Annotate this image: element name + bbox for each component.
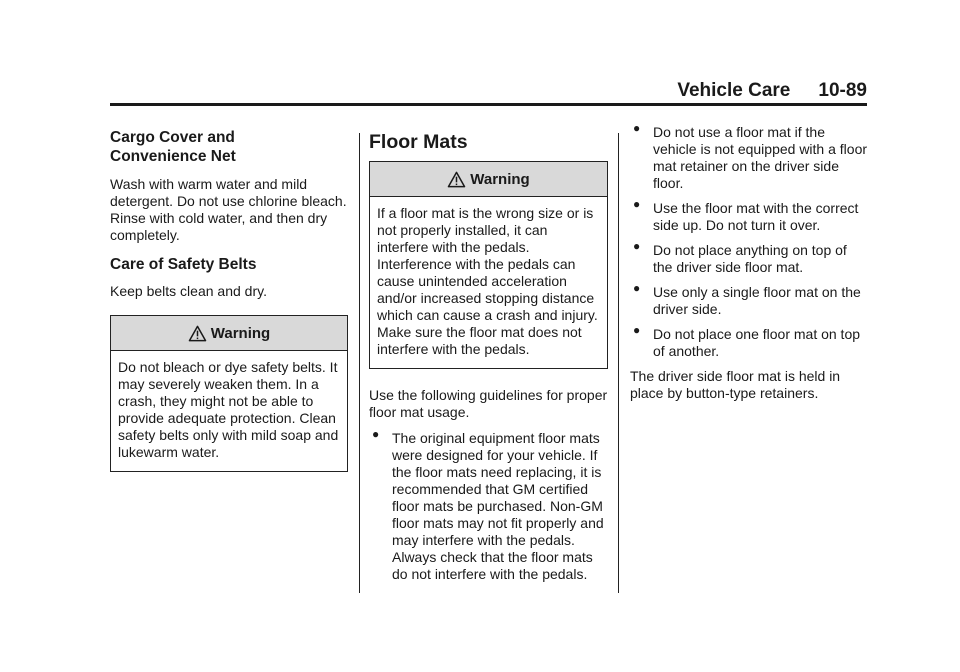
list-item: ● Use only a single floor mat on the driver side. <box>633 281 861 317</box>
bullet-icon: ● <box>633 239 641 253</box>
warning-title: Warning <box>470 170 530 188</box>
safety-belts-text: Keep belts clean and dry. <box>110 283 267 299</box>
warning-title: Warning <box>210 324 271 342</box>
floor-mats-bullets-continued <box>630 121 868 360</box>
list-item: ● Do not place anything on top of the driver side floor mat. <box>633 239 847 275</box>
bullet-icon: ● <box>372 427 380 441</box>
retainers-text: The driver side floor mat is held in place by button-type retainers. <box>630 368 841 401</box>
heading-floor-mats: Floor Mats <box>369 131 468 153</box>
warning-box-floor-mats <box>369 161 608 369</box>
warning-header <box>370 162 607 197</box>
bullet-icon: ● <box>633 121 641 135</box>
bullet-icon: ● <box>633 281 641 295</box>
column-right <box>630 121 868 402</box>
list-item: ● Do not place one floor mat on top of another. <box>633 323 861 359</box>
column-middle <box>369 128 608 591</box>
floor-mats-intro: Use the following guidelines for proper floor mat usage. <box>369 387 608 420</box>
list-item: ● Do not use a floor mat if the vehicle is not equipped with a floor mat retainer on the driver side floor. <box>633 121 868 191</box>
bullet-icon: ● <box>633 197 641 211</box>
warning-box-safety-belts <box>110 315 348 472</box>
heading-cargo-cover: Cargo Cover and Convenience Net <box>110 129 236 165</box>
cargo-cover-text: Wash with warm water and mild detergent. Do not use chlorine bleach. Rinse with cold water, and then dry completely. <box>110 176 347 243</box>
list-item: ● Use the floor mat with the correct side up. Do not turn it over. <box>633 197 859 233</box>
header-rule <box>110 103 867 106</box>
warning-triangle-icon <box>447 171 466 188</box>
warning-text: If a floor mat is the wrong size or is not properly installed, it can interfere with the pedals. Interference with the pedals can cause unintended acceleration and/or increased stopping distance which can cause a crash and injury. Make sure the floor mat does not interfere with the pedals. <box>377 205 598 357</box>
column-left <box>110 128 348 472</box>
warning-text: Do not bleach or dye safety belts. It may severely weaken them. In a crash, they might not be able to provide adequate protection. Clean safety belts only with mild soap and lukewarm water. <box>118 359 339 460</box>
floor-mats-bullets <box>369 427 608 583</box>
column-divider <box>618 133 619 593</box>
heading-safety-belts: Care of Safety Belts <box>110 256 257 273</box>
section-title: Vehicle Care <box>677 80 791 101</box>
bullet-icon: ● <box>633 323 641 337</box>
list-item: ● The original equipment floor mats were designed for your vehicle. If the floor mats need replacing, it is recommended that GM certified floor mats be purchased. Non-GM floor mats may not fit properly and may interfere with the pedals. Always check that the floor mats do not interfere with the pedals. <box>372 427 604 582</box>
page-number: 10-89 <box>818 80 867 101</box>
column-divider <box>359 133 360 593</box>
warning-triangle-icon <box>188 325 207 342</box>
page-header <box>110 80 867 102</box>
warning-header <box>111 316 347 351</box>
